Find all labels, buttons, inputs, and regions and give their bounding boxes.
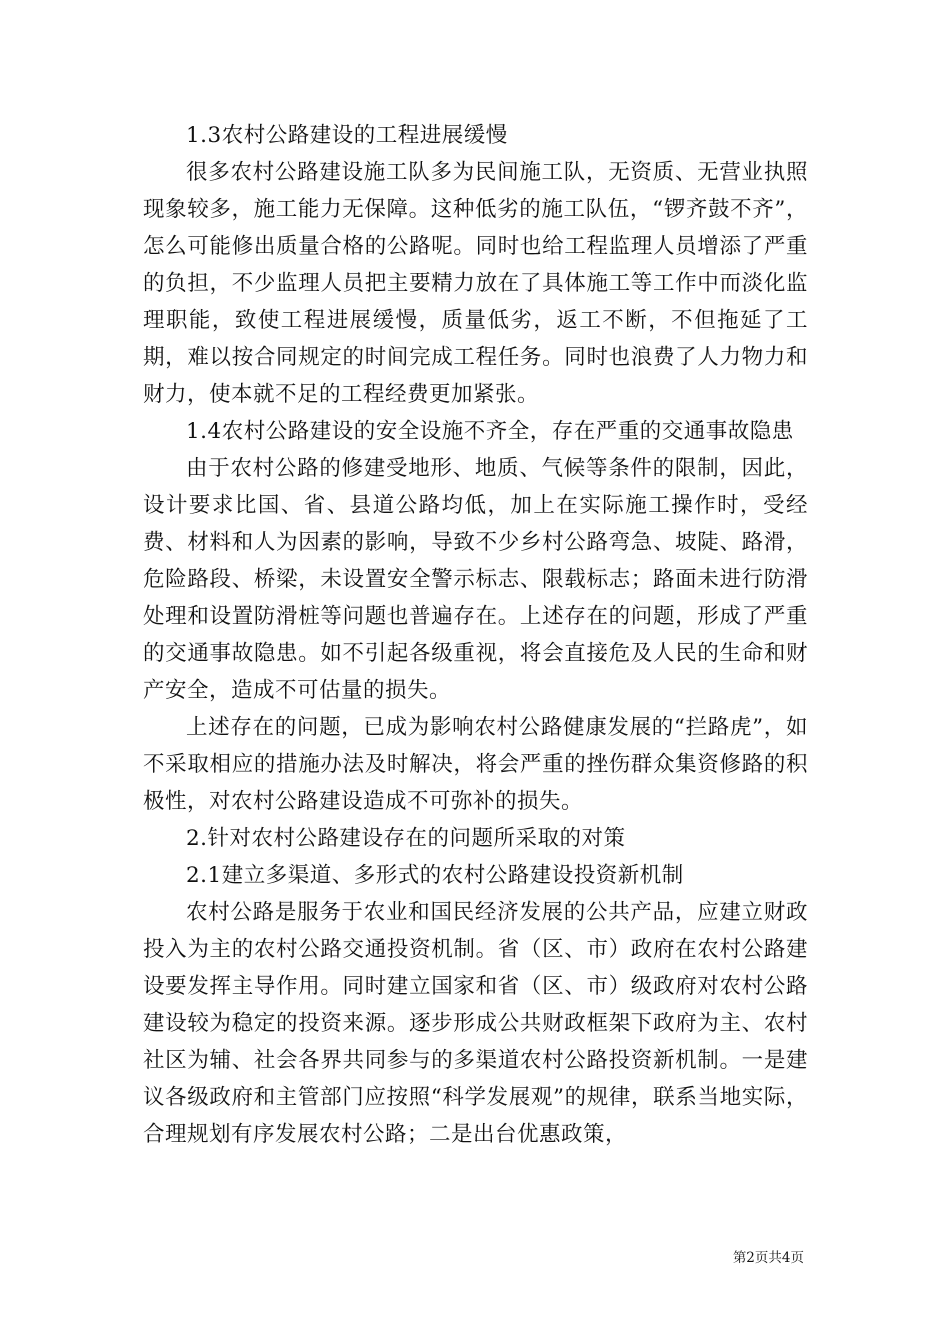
body-paragraph: 由于农村公路的修建受地形、地质、气候等条件的限制，因此，设计要求比国、省、县道公路均低，加上在实际施工操作时，受经费、材料和人为因素的影响，导致不少乡村公路弯急、坡陡、路滑，危险路段、桥梁，未设置安全警示标志、限载标志；路面未进行防滑处理和设置防滑桩等问题也普遍存在。上述存在的问题，形成了严重的交通事故隐患。如不引起各级重视，将会直接危及人民的生命和财产安全，造成不可估量的损失。 bbox=[143, 456, 808, 703]
section-heading-2: 2.针对农村公路建设存在的问题所采取的对策 bbox=[186, 826, 626, 851]
section-heading-1-3: 1.3农村公路建设的工程进展缓慢 bbox=[186, 123, 508, 148]
body-paragraph: 很多农村公路建设施工队多为民间施工队，无资质、无营业执照现象较多，施工能力无保障。这种低劣的施工队伍，“锣齐鼓不齐”，怎么可能修出质量合格的公路呢。同时也给工程监理人员增添了严重的负担，不少监理人员把主要精力放在了具体施工等工作中而淡化监理职能，致使工程进展缓慢，质量低劣，返工不断，不但拖延了工期，难以按合同规定的时间完成工程任务。同时也浪费了人力物力和财力，使本就不足的工程经费更加紧张。 bbox=[143, 160, 808, 407]
section-heading-2-1: 2.1建立多渠道、多形式的农村公路建设投资新机制 bbox=[186, 863, 684, 888]
body-paragraph: 上述存在的问题，已成为影响农村公路健康发展的“拦路虎”，如不采取相应的措施办法及时解决，将会严重的挫伤群众集资修路的积极性，对农村公路建设造成不可弥补的损失。 bbox=[143, 715, 808, 814]
document-body bbox=[143, 117, 808, 1153]
page-number: 第2页共4页 bbox=[732, 1250, 804, 1266]
body-paragraph: 农村公路是服务于农业和国民经济发展的公共产品，应建立财政投入为主的农村公路交通投资机制。省（区、市）政府在农村公路建设要发挥主导作用。同时建立国家和省（区、市）级政府对农村公路建设较为稳定的投资来源。逐步形成公共财政框架下政府为主、农村社区为辅、社会各界共同参与的多渠道农村公路投资新机制。一是建议各级政府和主管部门应按照“科学发展观”的规律，联系当地实际，合理规划有序发展农村公路；二是出台优惠政策， bbox=[143, 900, 808, 1147]
section-heading-1-4: 1.4农村公路建设的安全设施不齐全，存在严重的交通事故隐患 bbox=[186, 419, 794, 444]
